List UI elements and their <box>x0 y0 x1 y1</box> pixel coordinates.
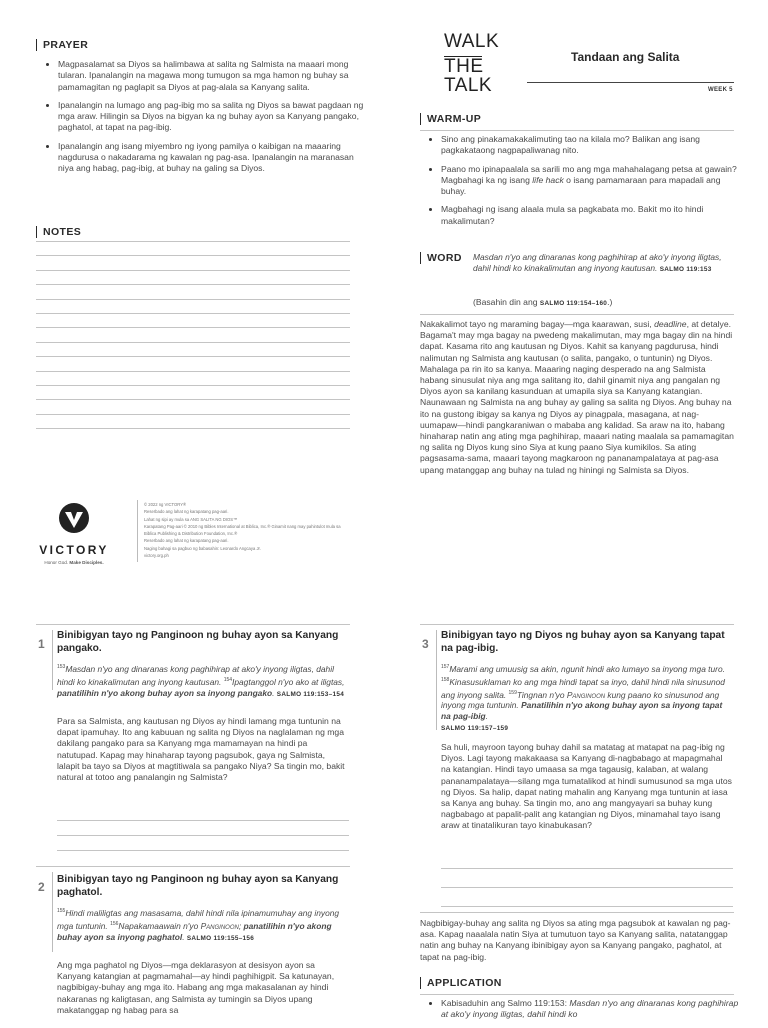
conclusion-rule <box>420 912 734 913</box>
word-verse-ref: SALMO 119:153 <box>659 266 712 273</box>
notes-line <box>36 385 350 386</box>
point3-number: 3 <box>422 637 429 651</box>
warmup-item: • Sino ang pinakamakakalimuting tao na kilala mo? Balikan ang isang pagkakataong nagpapaliwanag nito. <box>441 134 747 157</box>
notes-line <box>36 356 350 357</box>
notes-line <box>36 428 350 429</box>
notes-line <box>36 284 350 285</box>
answer-line <box>441 906 733 907</box>
answer-line <box>57 850 349 851</box>
point1-number: 1 <box>38 637 45 651</box>
point2-title: Binibigyan tayo ng Panginoon ng buhay ayon sa Kanyang paghatol. <box>57 874 339 898</box>
prayer-list <box>44 59 366 182</box>
legal-line: Reserbado ang lahat ng karapatang pag-aari. <box>144 509 229 515</box>
warmup-item: • Magbahagi ng isang alaala mula sa pagkabata mo. Bakit mo ito hindi makalimutan? <box>441 204 747 227</box>
point3-verse: $^{157}$Marami ang umuusig sa akin, ngunit hindi ako lumayo sa inyong mga turo. $^{158}$Kinasusuklaman ko ang mga hindi tapat sa inyo, dahil hindi nila sinusunod ang inyong salita. $^{159}$Tingnan n'yo Panginoon kung paano ko sinusunod ang inyong mga tuntunin. Panatilihin n'yo akong buhay ayon sa inyong tapat na pag-ibig. SALMO 119:157–159 <box>441 663 725 733</box>
point3-answer-lines <box>441 868 733 907</box>
point2-top-rule <box>36 866 350 867</box>
legal-line: Naging bahagi sa pagbuo ng babasahin: Leonardo Angcaya Jr. <box>144 545 261 551</box>
notes-line <box>36 255 350 256</box>
notes-line <box>36 342 350 343</box>
application-heading: APPLICATION <box>420 977 502 989</box>
legal-block <box>144 502 349 560</box>
point3-body: Sa huli, mayroon tayong buhay dahil sa matatag at matapat na pag-ibig ng Diyos. Lagi tayong makakaasa sa Kanyang di-nagbabago at mapagmahal na katangian. Hindi tayo umaasa sa mga tagausig, kalaban, at walang pananampalataya—silang mga tumatalikod at hindi sumusunod sa mga utos ng Diyos. Sa halip, dapat nating mahalin ang Kanyang mga tuntunin at iasa sa Kanya ang buhay. Sa tingin mo, ano ang mangyayari sa buhay kung nagbabago at papalit-palit ang katangian ng Diyos, minamahal tayo isang araw at tinatalikuran tayo kinabukasan? <box>441 742 732 831</box>
word-rule <box>420 314 734 315</box>
answer-line <box>57 820 349 821</box>
notes-line <box>36 414 350 415</box>
logo-divider <box>137 500 138 562</box>
warmup-rule <box>420 130 734 131</box>
prayer-item: • Magpasalamat sa Diyos sa halimbawa at salita ng Salmista na maaari mong tularan. Ipanalangin na magawa mong tumugon sa mga hamon ng buhay sa pamamagitan ng paglapit sa Diyos at pag-alala sa Kanyang salita. <box>58 59 366 93</box>
week-label: WEEK 5 <box>708 87 733 93</box>
point3-top-rule <box>420 624 734 625</box>
word-heading: WORD <box>420 252 462 264</box>
point1-verse: $^{153}$Masdan n'yo ang dinaranas kong paghihirap at ako'y inyong iligtas, dahil hindi ko kinakalimutan ang inyong kautusan. $^{154}$Ipagtanggol n'yo ako at iligtas, panatilihin n'yo akong buhay ayon sa inyong pangako. SALMO 119:153–154 <box>57 663 345 698</box>
notes-line <box>36 270 350 271</box>
point2-divider <box>52 872 53 952</box>
warmup-heading: WARM-UP <box>420 113 481 125</box>
prayer-item: • Ipanalangin ang isang miyembro ng iyong pamilya o kaibigan na maaaring nagdurusa o nakadarama ng kawalan ng pag-asa. Ipanalangin na maranasan niya ang habag, pag-ibig, at buhay na galing sa Diyos. <box>58 141 366 175</box>
legal-line: victory.org.ph <box>144 553 169 559</box>
logo-walk: WALK <box>444 31 500 52</box>
tagline-bold: Make Disciples. <box>69 560 104 565</box>
logo-talk: TALK <box>444 75 493 96</box>
word-also-read: (Basahin din ang SALMO 119:154–160.) <box>473 297 613 307</box>
logo-tagline <box>34 560 114 565</box>
legal-line: © 2022 ng VICTORY® <box>144 502 187 507</box>
prayer-item: • Ipanalangin na lumago ang pag-ibig mo sa salita ng Diyos sa bawat pagdaan ng mga araw. Hilingin sa Diyos na bigyan ka ng buhay ayon sa Kanyang pangako, paghatol, at tapat na pag-ibig. <box>58 100 366 134</box>
victory-logo-icon <box>34 501 114 537</box>
application-list <box>427 998 747 1028</box>
legal-line: Lahat ng sipi ay mula sa ANG SALITA NG DIOS™ <box>144 516 238 522</box>
logo-wordmark: VICTORY <box>39 543 109 557</box>
application-item: • Kabisaduhin ang Salmo 119:153: Masdan n'yo ang dinaranas kong paghihirap at ako'y inyong iligtas, dahil hindi ko <box>441 998 747 1021</box>
point3-divider <box>436 630 437 730</box>
conclusion-paragraph: Nagbibigay-buhay ang salita ng Diyos sa ating mga pagsubok at kawalan ng pag-asa. Kapag naaalala natin Siya at tumutuon tayo sa Kanyang salita, natatanggap natin ang buhay na Kanyang ibinibigay ayon sa Kanyang pangako, paghatol, at tapat na pag-ibig. <box>420 918 731 962</box>
point1-body: Para sa Salmista, ang kautusan ng Diyos ay hindi lamang mga tuntunin na dapat ipamuhay. Ito ang kabuuan ng salita ng Diyos na naglalaman ng mga dakilang pangako para sa Kanyang mga mamamayan na hindi pa natutupad. Kapag may hinaharap tayong pagsubok, gaya ng Salmista, lalapit ba tayo sa Diyos at magtitiwala sa pangako Niya? Sa tingin mo, bakit natural at totoo ang panalangin ng Salmista? <box>57 716 345 783</box>
notes-line <box>36 327 350 328</box>
notes-heading: NOTES <box>36 226 81 238</box>
logo-the: THE <box>444 56 484 77</box>
prayer-heading: PRAYER <box>36 39 88 51</box>
notes-line <box>36 241 350 242</box>
answer-line <box>441 887 733 888</box>
word-paragraph: Nakakalimot tayo ng maraming bagay—mga kaarawan, susi, deadline, at detalye. Bagama't may mga bagay na pwedeng makalimutan, may mga bagay din na hindi dapat. Kasama rito ang kautusan ng Diyos. Kahit sa kanyang pagdurusa, hindi nalimutan ng Salmista ang kautusan (o salita, pangako, o tuntunin) ng Diyos. Mahalaga pa rin ito sa kanya. Maaaring naging desperado na ang Salmista habang sinusulat niya ang mga salitang ito, dahil ginamit niya ang pangalan ng Diyos ayon sa kanilang kasunduan at umapila siya sa Kanyang katangian. Naunawaan ng Salmista na ang buhay ay galing sa salita ng Diyos. Ang buhay na ito na gustong ibigay sa kanya ng Diyos ay pinagpala, masagana, at nag-uumapaw—hindi pangkaraniwan o mababa ang kalidad. Sa araw na ito, habang hinaharap natin ang ating mga paghihirap, maaari nating maalala sa pamamagitan ng salita ng Diyos kung sino Siya at kung paano Siya kumikilos. Sa ating pagsasama-sama, maaari tayong magkaroon ng pananampalataya at pag-asa upang matanggap ang buhay na tulad ng hiningi ng Salmista sa Diyos. <box>420 319 734 475</box>
warmup-item: • Paano mo ipinapaalala sa sarili mo ang mga mahahalagang petsa at gawain? Magbahagi ka ng isang life hack o isang pamamaraan para mapadali ang buhay. <box>441 164 747 198</box>
notes-line <box>36 299 350 300</box>
point2-verse: $^{155}$Hindi maliligtas ang masasama, dahil hindi nila ipinamumuhay ang inyong mga tuntunin. $^{156}$Napakamaawain n'yo Panginoon; panatilihin n'yo akong buhay ayon sa inyong paghatol. SALMO 119:155–156 <box>57 907 340 942</box>
point1-divider <box>52 630 53 690</box>
tagline-plain: Honor God. <box>44 560 69 565</box>
point1-answer-lines <box>57 820 349 851</box>
notes-line <box>36 313 350 314</box>
page-title: Tandaan ang Salita <box>571 50 680 64</box>
legal-line: Reserbado ang lahat ng karapatang pag-aari. <box>144 538 229 544</box>
title-rule <box>527 82 734 83</box>
answer-line <box>441 868 733 869</box>
notes-lines <box>36 241 350 429</box>
point1-top-rule <box>36 624 350 625</box>
legal-line: Biblica Publishing & Distribution Foundation, Inc.® <box>144 531 238 537</box>
point3-title: Binibigyan tayo ng Diyos ng buhay ayon sa Kanyang tapat na pag-ibig. <box>441 630 725 654</box>
legal-line: Karapatang Pag-aari © 2010 ng Bibles International at Biblica, Inc.® Ginamit nang may pahintulot mula sa <box>144 523 341 529</box>
victory-logo <box>34 501 114 565</box>
notes-line <box>36 371 350 372</box>
point2-body: Ang mga paghatol ng Diyos—mga deklarasyon at desisyon ayon sa Kanyang katangian at pagmamahal—ay hindi paghihigpit. Sa katunayan, nagbibigay-buhay ang mga ito. Habang ang mga makasalanan ay hindi nakaranas ng kaligtasan, ang Salmista ay tumingin sa Diyos upang makatanggap ng habag para sa <box>57 960 335 1015</box>
point1-title: Binibigyan tayo ng Panginoon ng buhay ayon sa Kanyang pangako. <box>57 630 339 654</box>
application-rule <box>420 994 734 995</box>
warmup-list <box>427 134 747 234</box>
walk-the-talk-logo <box>444 31 514 96</box>
point2-number: 2 <box>38 880 45 894</box>
notes-line <box>36 399 350 400</box>
word-verse: Masdan n'yo ang dinaranas kong paghihirap at ako'y inyong iligtas, dahil hindi ko kinakalimutan ang inyong kautusan. SALMO 119:153 <box>473 252 722 273</box>
answer-line <box>57 835 349 836</box>
